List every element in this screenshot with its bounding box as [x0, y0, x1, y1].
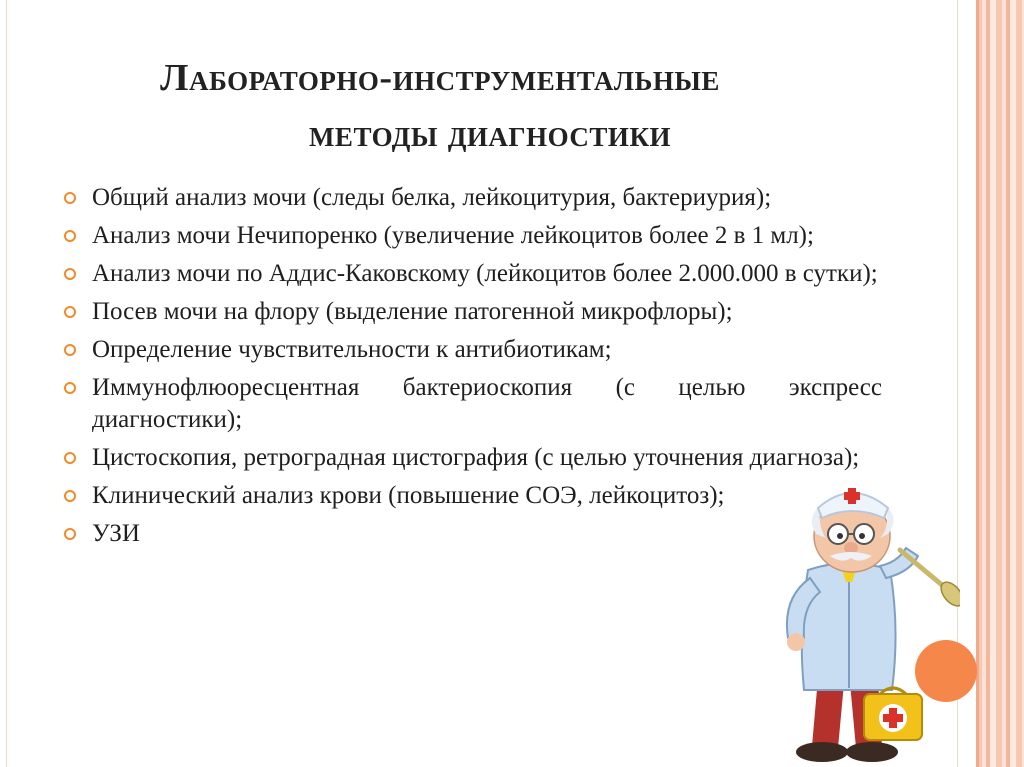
slide-title	[0, 56, 940, 156]
bullet-circle-icon	[64, 382, 76, 394]
list-item	[64, 258, 882, 290]
list-item-text: Анализ мочи по Аддис-Каковскому (лейкоцитов более 2.000.000 в сутки);	[92, 260, 878, 287]
list-item-text: Анализ мочи Нечипоренко (увеличение лейкоцитов более 2 в 1 мл);	[92, 222, 814, 249]
list-item-text: Клинический анализ крови (повышение СОЭ, лейкоцитоз);	[92, 482, 725, 509]
bullet-circle-icon	[64, 490, 76, 502]
bullet-circle-icon	[64, 452, 76, 464]
decorative-stripes	[976, 0, 1024, 767]
list-item	[64, 334, 882, 366]
list-item	[64, 442, 882, 474]
list-item	[64, 182, 882, 214]
bullet-circle-icon	[64, 306, 76, 318]
list-item	[64, 220, 882, 252]
bullet-circle-icon	[64, 230, 76, 242]
bullet-circle-icon	[64, 192, 76, 204]
bullet-circle-icon	[64, 528, 76, 540]
doctor-illustration-icon	[760, 478, 960, 767]
list-item-text: Посев мочи на флору (выделение патогенной микрофлоры);	[92, 298, 733, 325]
stripe-edge	[976, 0, 979, 767]
title-line-2: методы диагностики	[308, 113, 672, 155]
list-item-text: Определение чувствительности к антибиотикам;	[92, 336, 612, 363]
bullet-circle-icon	[64, 268, 76, 280]
list-item-text: УЗИ	[92, 520, 140, 547]
list-item	[64, 372, 882, 436]
bullet-circle-icon	[64, 344, 76, 356]
title-line-1: Лабораторно-инструментальные	[160, 57, 720, 99]
list-item-text: Общий анализ мочи (следы белка, лейкоцитурия, бактериурия);	[92, 184, 772, 211]
list-item	[64, 296, 882, 328]
list-item-text: Иммунофлюоресцентная бактериоскопия (с целью экспресс диагностики);	[92, 374, 882, 433]
list-item-text: Цистоскопия, ретроградная цистография (с целью уточнения диагноза);	[92, 444, 860, 471]
